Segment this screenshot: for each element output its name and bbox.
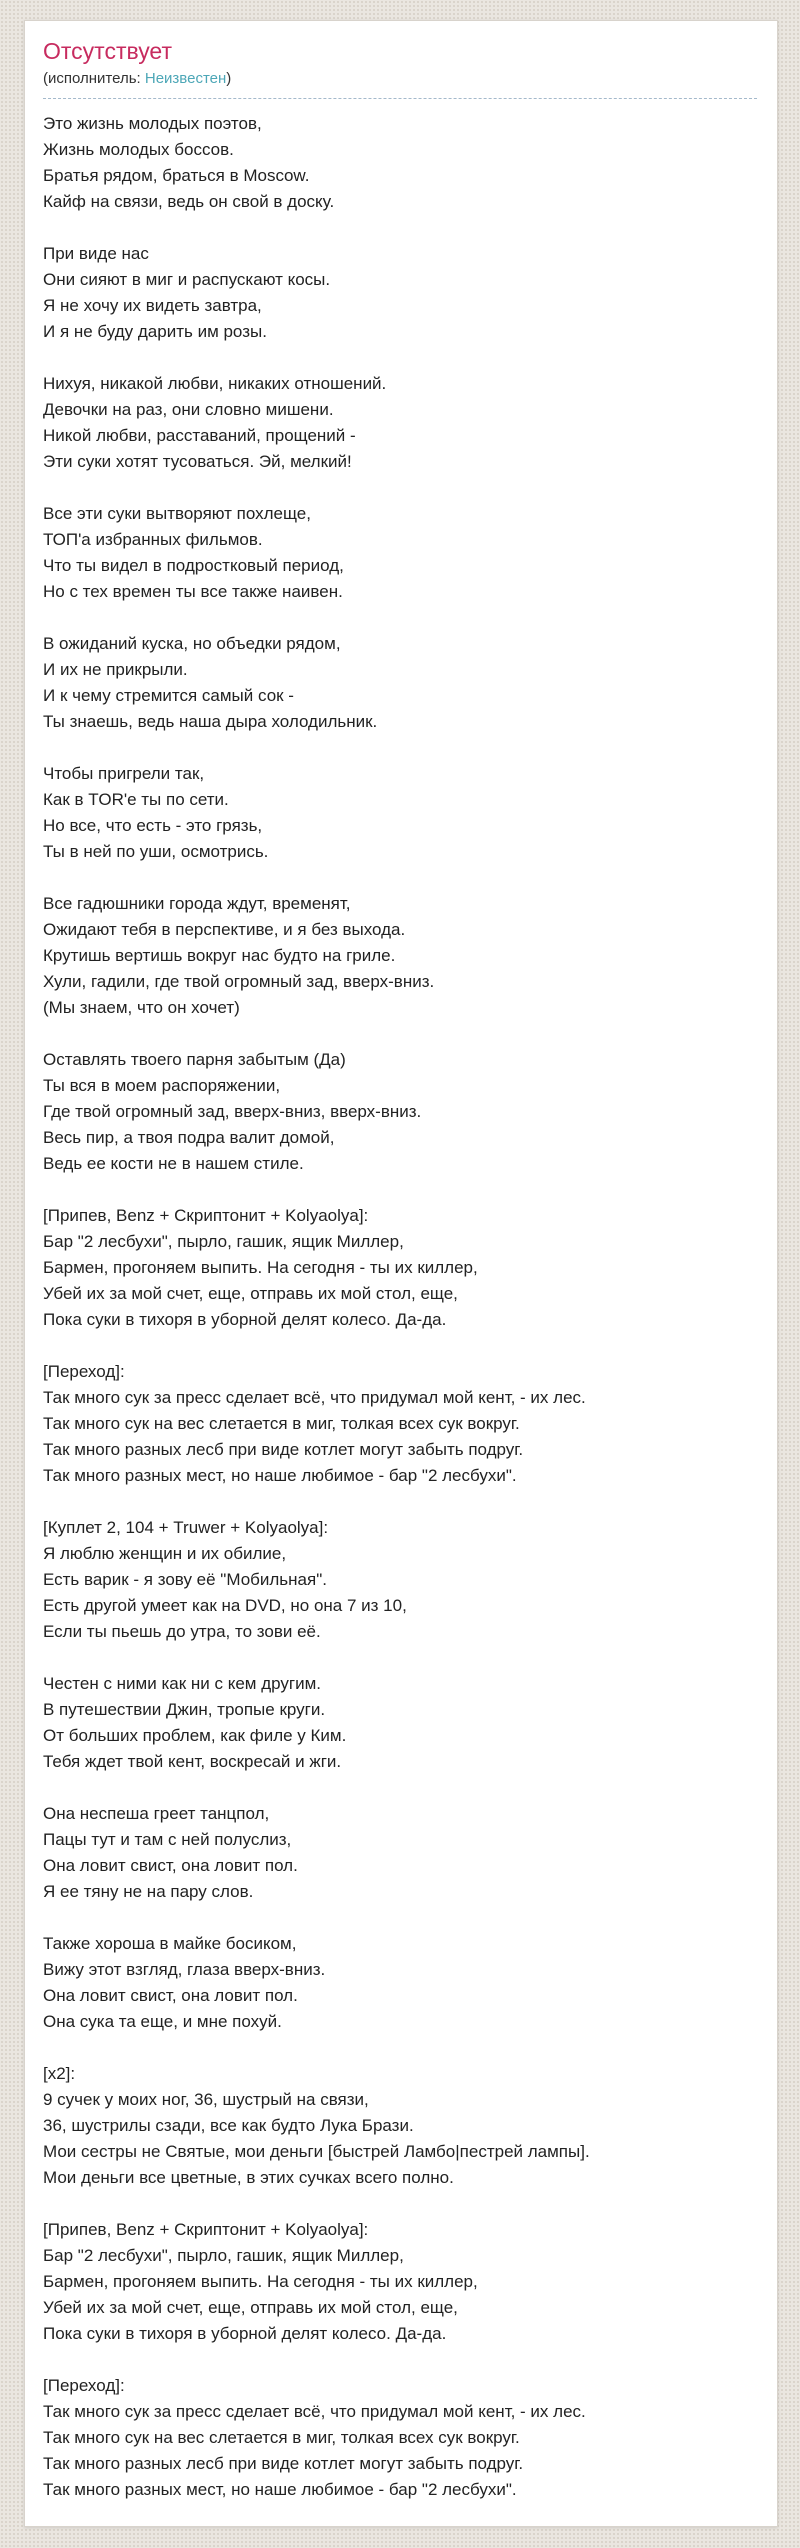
lyric-line: Так много сук на вес слетается в миг, толкая всех сук вокруг. xyxy=(43,1414,520,1433)
lyric-line: [Припев, Benz + Скриптонит + Kolyaolya]: xyxy=(43,2220,369,2239)
lyric-blank-line xyxy=(43,605,757,631)
lyric-line: Есть варик - я зову её "Мобильная". xyxy=(43,1570,327,1589)
lyric-blank-line xyxy=(43,1021,757,1047)
lyric-line: Они сияют в миг и распускают косы. xyxy=(43,270,331,289)
lyric-blank-line xyxy=(43,1489,757,1515)
lyric-line: Пока суки в тихоря в уборной делят колесо. Да-да. xyxy=(43,2324,447,2343)
lyric-blank-line xyxy=(43,345,757,371)
lyric-blank-line xyxy=(43,475,757,501)
lyric-line: Жизнь молодых боссов. xyxy=(43,140,234,159)
lyric-line: Так много разных мест, но наше любимое - бар "2 лесбухи". xyxy=(43,2480,517,2499)
lyric-line: Ожидают тебя в перспективе, и я без выхода. xyxy=(43,920,406,939)
lyric-line: Пацы тут и там с ней полуслиз, xyxy=(43,1830,292,1849)
lyric-line: [Переход]: xyxy=(43,2376,125,2395)
lyric-line: Чтобы пригрели так, xyxy=(43,764,205,783)
lyric-line: И к чему стремится самый сок - xyxy=(43,686,294,705)
lyric-blank-line xyxy=(43,735,757,761)
lyric-line: И их не прикрыли. xyxy=(43,660,188,679)
lyric-blank-line xyxy=(43,2035,757,2061)
lyric-line: Она сука та еще, и мне похуй. xyxy=(43,2012,282,2031)
lyric-blank-line xyxy=(43,2347,757,2373)
artist-link[interactable]: Неизвестен xyxy=(144,70,227,87)
lyric-line: Пока суки в тихоря в уборной делят колесо. Да-да. xyxy=(43,1310,447,1329)
lyric-line: Так много разных лесб при виде котлет могут забыть подруг. xyxy=(43,1440,524,1459)
lyric-line: Она ловит свист, она ловит пол. xyxy=(43,1856,298,1875)
lyric-line: Ведь ее кости не в нашем стиле. xyxy=(43,1154,304,1173)
artist-label-prefix: (исполнитель: xyxy=(43,70,145,87)
lyric-line: Бармен, прогоняем выпить. На сегодня - ты их киллер, xyxy=(43,2272,478,2291)
lyric-line: Если ты пьешь до утра, то зови её. xyxy=(43,1622,321,1641)
lyric-line: Но с тех времен ты все также наивен. xyxy=(43,582,343,601)
lyric-line: [Куплет 2, 104 + Truwer + Kolyaolya]: xyxy=(43,1518,329,1537)
lyric-line: И я не буду дарить им розы. xyxy=(43,322,267,341)
lyric-line: [Переход]: xyxy=(43,1362,125,1381)
lyric-line: Бар "2 лесбухи", пырло, гашик, ящик Миллер, xyxy=(43,2246,404,2265)
lyric-line: Хули, гадили, где твой огромный зад, вверх-вниз. xyxy=(43,972,435,991)
lyric-line: В ожиданий куска, но объедки рядом, xyxy=(43,634,341,653)
lyric-line: Ты знаешь, ведь наша дыра холодильник. xyxy=(43,712,378,731)
lyric-line: Но все, что есть - это грязь, xyxy=(43,816,263,835)
lyric-line: Нихуя, никакой любви, никаких отношений. xyxy=(43,374,387,393)
lyric-line: Я не хочу их видеть завтра, xyxy=(43,296,262,315)
lyric-blank-line xyxy=(43,2191,757,2217)
lyric-line: Никой любви, расставаний, прощений - xyxy=(43,426,356,445)
lyric-line: 9 сучек у моих ног, 36, шустрый на связи, xyxy=(43,2090,369,2109)
lyric-line: Ты вся в моем распоряжении, xyxy=(43,1076,281,1095)
lyric-line: Так много сук на вес слетается в миг, толкая всех сук вокруг. xyxy=(43,2428,520,2447)
lyric-line: От больших проблем, как филе у Ким. xyxy=(43,1726,347,1745)
lyric-line: Весь пир, а твоя подра валит домой, xyxy=(43,1128,335,1147)
lyric-line: Вижу этот взгляд, глаза вверх-вниз. xyxy=(43,1960,326,1979)
song-title: Отсутствует xyxy=(43,38,172,64)
lyrics-card xyxy=(24,20,778,2527)
lyric-line: Что ты видел в подростковый период, xyxy=(43,556,344,575)
lyric-line: В путешествии Джин, тропые круги. xyxy=(43,1700,326,1719)
lyric-line: Эти суки хотят тусоваться. Эй, мелкий! xyxy=(43,452,352,471)
artist-line xyxy=(43,68,757,90)
lyric-blank-line xyxy=(43,1645,757,1671)
lyric-line: Есть другой умеет как на DVD, но она 7 из 10, xyxy=(43,1596,407,1615)
lyric-line: Убей их за мой счет, еще, отправь их мой стол, еще, xyxy=(43,2298,458,2317)
lyric-line: Так много разных мест, но наше любимое - бар "2 лесбухи". xyxy=(43,1466,517,1485)
lyric-blank-line xyxy=(43,1775,757,1801)
lyric-blank-line xyxy=(43,1333,757,1359)
lyric-line: Убей их за мой счет, еще, отправь их мой стол, еще, xyxy=(43,1284,458,1303)
lyric-line: Мои деньги все цветные, в этих сучках всего полно. xyxy=(43,2168,454,2187)
lyric-line: Ты в ней по уши, осмотрись. xyxy=(43,842,269,861)
lyric-line: Крутишь вертишь вокруг нас будто на гриле. xyxy=(43,946,396,965)
lyric-line: Так много сук за пресс сделает всё, что придумал мой кент, - их лес. xyxy=(43,2402,586,2421)
lyrics-card-content xyxy=(25,21,777,2523)
lyric-blank-line xyxy=(43,215,757,241)
lyric-line: 36, шустрилы сзади, все как будто Лука Брази. xyxy=(43,2116,414,2135)
lyric-blank-line xyxy=(43,865,757,891)
lyric-line: Все гадюшники города ждут, временят, xyxy=(43,894,351,913)
lyric-line: Кайф на связи, ведь он свой в доску. xyxy=(43,192,335,211)
lyric-line: ТОП'а избранных фильмов. xyxy=(43,530,263,549)
lyric-line: Я ее тяну не на пару слов. xyxy=(43,1882,254,1901)
lyric-line: Все эти суки вытворяют похлеще, xyxy=(43,504,311,523)
lyric-line: Девочки на раз, они словно мишени. xyxy=(43,400,334,419)
lyric-line: Она ловит свист, она ловит пол. xyxy=(43,1986,298,2005)
lyric-line: (Мы знаем, что он хочет) xyxy=(43,998,240,1017)
lyric-line: Оставлять твоего парня забытым (Да) xyxy=(43,1050,346,1069)
lyric-line: Так много разных лесб при виде котлет могут забыть подруг. xyxy=(43,2454,524,2473)
lyric-line: Братья рядом, браться в Moscow. xyxy=(43,166,310,185)
artist-label-suffix: ) xyxy=(226,70,232,87)
lyric-line: [x2]: xyxy=(43,2064,76,2083)
song-header xyxy=(43,37,757,99)
lyric-line: Это жизнь молодых поэтов, xyxy=(43,114,262,133)
lyric-line: [Припев, Benz + Скриптонит + Kolyaolya]: xyxy=(43,1206,369,1225)
lyric-line: Где твой огромный зад, вверх-вниз, вверх-вниз. xyxy=(43,1102,422,1121)
lyric-line: Бармен, прогоняем выпить. На сегодня - ты их киллер, xyxy=(43,1258,478,1277)
lyric-line: Так много сук за пресс сделает всё, что придумал мой кент, - их лес. xyxy=(43,1388,586,1407)
lyric-blank-line xyxy=(43,1905,757,1931)
lyric-line: Она неспеша греет танцпол, xyxy=(43,1804,270,1823)
lyric-blank-line xyxy=(43,1177,757,1203)
lyric-line: Мои сестры не Святые, мои деньги [быстрей Ламбо|пестрей лампы]. xyxy=(43,2142,590,2161)
lyric-line: Бар "2 лесбухи", пырло, гашик, ящик Миллер, xyxy=(43,1232,404,1251)
lyrics-text xyxy=(43,111,757,2503)
lyric-line: Честен с ними как ни с кем другим. xyxy=(43,1674,322,1693)
lyric-line: Тебя ждет твой кент, воскресай и жги. xyxy=(43,1752,342,1771)
lyric-line: При виде нас xyxy=(43,244,149,263)
lyric-line: Как в TOR'е ты по сети. xyxy=(43,790,229,809)
lyric-line: Я люблю женщин и их обилие, xyxy=(43,1544,287,1563)
lyric-line: Также хороша в майке босиком, xyxy=(43,1934,297,1953)
